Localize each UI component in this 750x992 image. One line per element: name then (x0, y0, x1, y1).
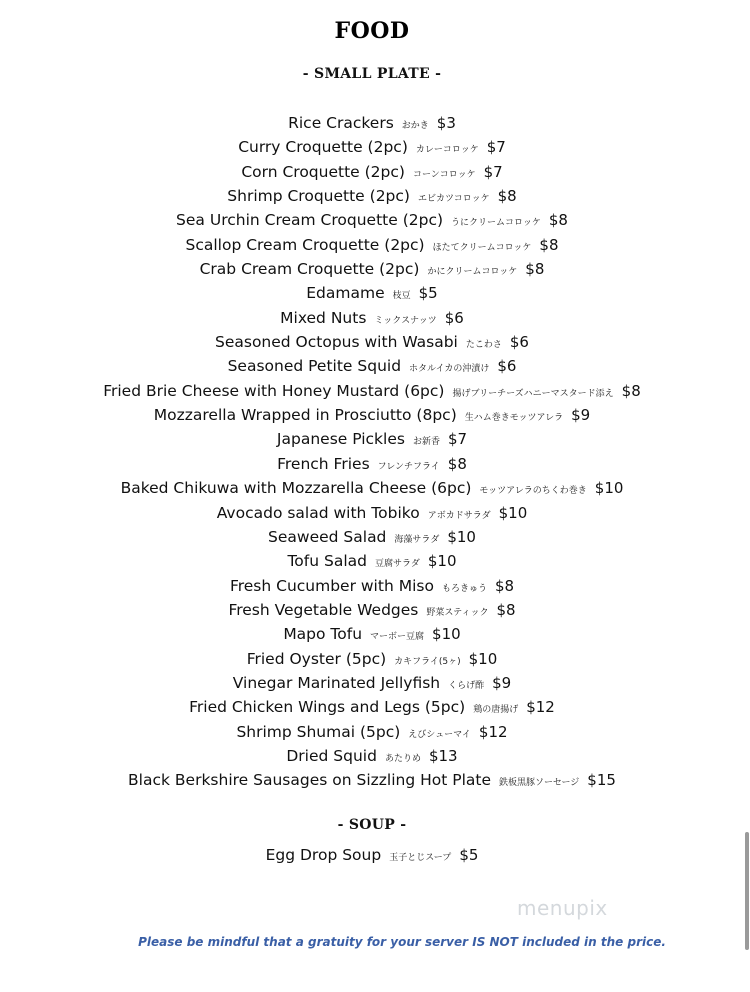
menu-item (0, 184, 744, 208)
item-japanese-name: ミックスナッツ (374, 315, 437, 326)
item-price: $8 (525, 260, 545, 279)
menu-item (0, 671, 744, 695)
menu-item (0, 208, 744, 232)
item-name: Shrimp Croquette (2pc) (227, 187, 410, 206)
item-japanese-name: 生ハム巻きモッツアレラ (464, 413, 564, 424)
menu-item (0, 427, 744, 451)
item-japanese-name: ホタルイカの沖漬け (409, 364, 490, 375)
item-price: $10 (447, 527, 476, 546)
item-price: $3 (436, 114, 456, 132)
item-japanese-name: えびシューマイ (408, 729, 471, 740)
item-name: Tofu Salad (287, 552, 367, 571)
item-name: Corn Croquette (2pc) (241, 162, 405, 181)
item-japanese-name: くらげ酢 (448, 680, 485, 691)
menu-item (0, 720, 744, 744)
menu-item (0, 379, 744, 403)
item-price: $6 (497, 357, 517, 376)
item-name: Mapo Tofu (283, 625, 363, 644)
item-price: $7 (483, 162, 503, 181)
item-name: Mozzarella Wrapped in Prosciutto (8pc) (153, 406, 457, 425)
menu-item (0, 695, 744, 719)
item-japanese-name: モッツアレラのちくわ巻き (479, 486, 587, 497)
item-name: Edamame (306, 284, 385, 303)
item-japanese-name: エビカツコロッケ (417, 194, 490, 205)
item-name: Fried Chicken Wings and Legs (5pc) (189, 698, 466, 717)
item-japanese-name: 枝豆 (392, 291, 411, 302)
item-name: Crab Cream Croquette (2pc) (199, 260, 420, 279)
item-name: Baked Chikuwa with Mozzarella Cheese (6pc) (120, 479, 472, 498)
item-price: $7 (447, 430, 468, 449)
item-japanese-name: 野菜スティック (426, 607, 489, 618)
item-japanese-name: かにクリームコロッケ (427, 267, 518, 278)
menu-item (0, 768, 744, 792)
item-price: $8 (494, 576, 515, 595)
item-price: $12 (526, 698, 555, 717)
item-name: Rice Crackers (288, 114, 394, 132)
menu-item (0, 111, 744, 135)
item-name: Egg Drop Soup (265, 846, 382, 864)
item-price: $5 (418, 284, 438, 303)
soup-list (0, 843, 744, 867)
menu-item (0, 598, 744, 622)
item-name: Seaweed Salad (268, 527, 387, 546)
item-japanese-name: アボカドサラダ (427, 510, 491, 521)
item-price: $8 (621, 381, 641, 400)
item-name: Vinegar Marinated Jellyfish (232, 673, 441, 692)
item-name: French Fries (277, 454, 370, 473)
item-name: Avocado salad with Tobiko (216, 503, 420, 522)
item-japanese-name: ほたてクリームコロッケ (432, 242, 532, 253)
item-price: $10 (468, 649, 498, 668)
item-price: $8 (496, 600, 516, 619)
menu-item (0, 843, 744, 867)
small-plate-list (0, 111, 744, 793)
item-japanese-name: カキフライ(5ヶ) (394, 656, 461, 667)
menu-item (0, 403, 744, 427)
item-name: Sea Urchin Cream Croquette (2pc) (176, 211, 444, 230)
item-price: $9 (492, 673, 512, 692)
item-japanese-name: あたりめ (384, 753, 421, 764)
item-price: $5 (459, 846, 479, 864)
section-title-soup: - SOUP - (337, 817, 407, 833)
item-price: $8 (497, 187, 517, 206)
item-price: $7 (486, 138, 506, 157)
item-price: $12 (478, 722, 508, 741)
item-price: $15 (587, 771, 616, 790)
menu-item (0, 160, 744, 184)
item-japanese-name: 揚げブリーチーズハニーマスタード添え (452, 388, 614, 399)
item-japanese-name: 海藻サラダ (394, 534, 440, 545)
item-price: $9 (571, 406, 591, 425)
item-name: Fresh Vegetable Wedges (228, 600, 419, 619)
item-name: Fried Oyster (5pc) (246, 649, 387, 668)
scrollbar-thumb[interactable] (745, 832, 749, 950)
menu-item (0, 549, 744, 573)
menu-item (0, 354, 744, 378)
menu-item (0, 257, 744, 281)
page-title: FOOD (334, 18, 410, 44)
item-price: $10 (432, 625, 461, 644)
item-japanese-name: マーボー豆腐 (370, 632, 425, 643)
scrollbar[interactable] (744, 0, 750, 992)
item-price: $6 (509, 333, 529, 352)
item-japanese-name: もろきゅう (441, 583, 487, 594)
gratuity-note: Please be mindful that a gratuity for your server IS NOT included in the price. (138, 935, 666, 949)
item-price: $10 (427, 552, 457, 571)
item-japanese-name: コーンコロッケ (412, 169, 476, 180)
menu-item (0, 525, 744, 549)
item-japanese-name: お新香 (412, 437, 440, 448)
item-japanese-name: フレンチフライ (377, 461, 440, 472)
item-name: Fried Brie Cheese with Honey Mustard (6pc) (103, 381, 445, 400)
menu-item (0, 452, 744, 476)
menu-item (0, 574, 744, 598)
menu-item (0, 501, 744, 525)
section-title-small-plate: - SMALL PLATE - (302, 66, 442, 82)
item-japanese-name: カレーコロッケ (415, 145, 479, 156)
item-price: $13 (428, 746, 458, 765)
item-name: Mixed Nuts (280, 308, 367, 327)
item-name: Seasoned Petite Squid (227, 357, 402, 376)
item-japanese-name: うにクリームコロッケ (451, 218, 541, 229)
item-price: $10 (594, 479, 624, 498)
menu-item (0, 476, 744, 500)
item-price: $10 (498, 503, 528, 522)
item-price: $8 (447, 454, 467, 473)
item-name: Dried Squid (286, 746, 377, 765)
item-price: $8 (539, 235, 559, 254)
item-name: Black Berkshire Sausages on Sizzling Hot Plate (128, 771, 492, 790)
menu-item (0, 647, 744, 671)
item-name: Shrimp Shumai (5pc) (236, 722, 401, 741)
item-japanese-name: 豆腐サラダ (374, 559, 420, 570)
watermark-logo: menupix (517, 896, 608, 920)
menu-item (0, 233, 744, 257)
item-japanese-name: 鉄板黒豚ソーセージ (499, 778, 580, 789)
menu-item (0, 281, 744, 305)
menu-item (0, 744, 744, 768)
item-name: Curry Croquette (2pc) (238, 138, 408, 157)
item-japanese-name: おかき (401, 121, 429, 131)
item-name: Japanese Pickles (276, 430, 405, 449)
menu-item (0, 306, 744, 330)
menu-item (0, 135, 744, 159)
item-price: $8 (548, 211, 568, 230)
item-name: Seasoned Octopus with Wasabi (215, 333, 458, 352)
menu-item (0, 622, 744, 646)
item-japanese-name: 玉子とじスープ (389, 853, 452, 863)
item-name: Scallop Cream Croquette (2pc) (185, 235, 425, 254)
menu-item (0, 330, 744, 354)
item-name: Fresh Cucumber with Miso (229, 576, 434, 595)
item-japanese-name: たこわさ (465, 340, 502, 351)
item-japanese-name: 鶏の唐揚げ (473, 705, 519, 716)
item-price: $6 (444, 308, 464, 327)
